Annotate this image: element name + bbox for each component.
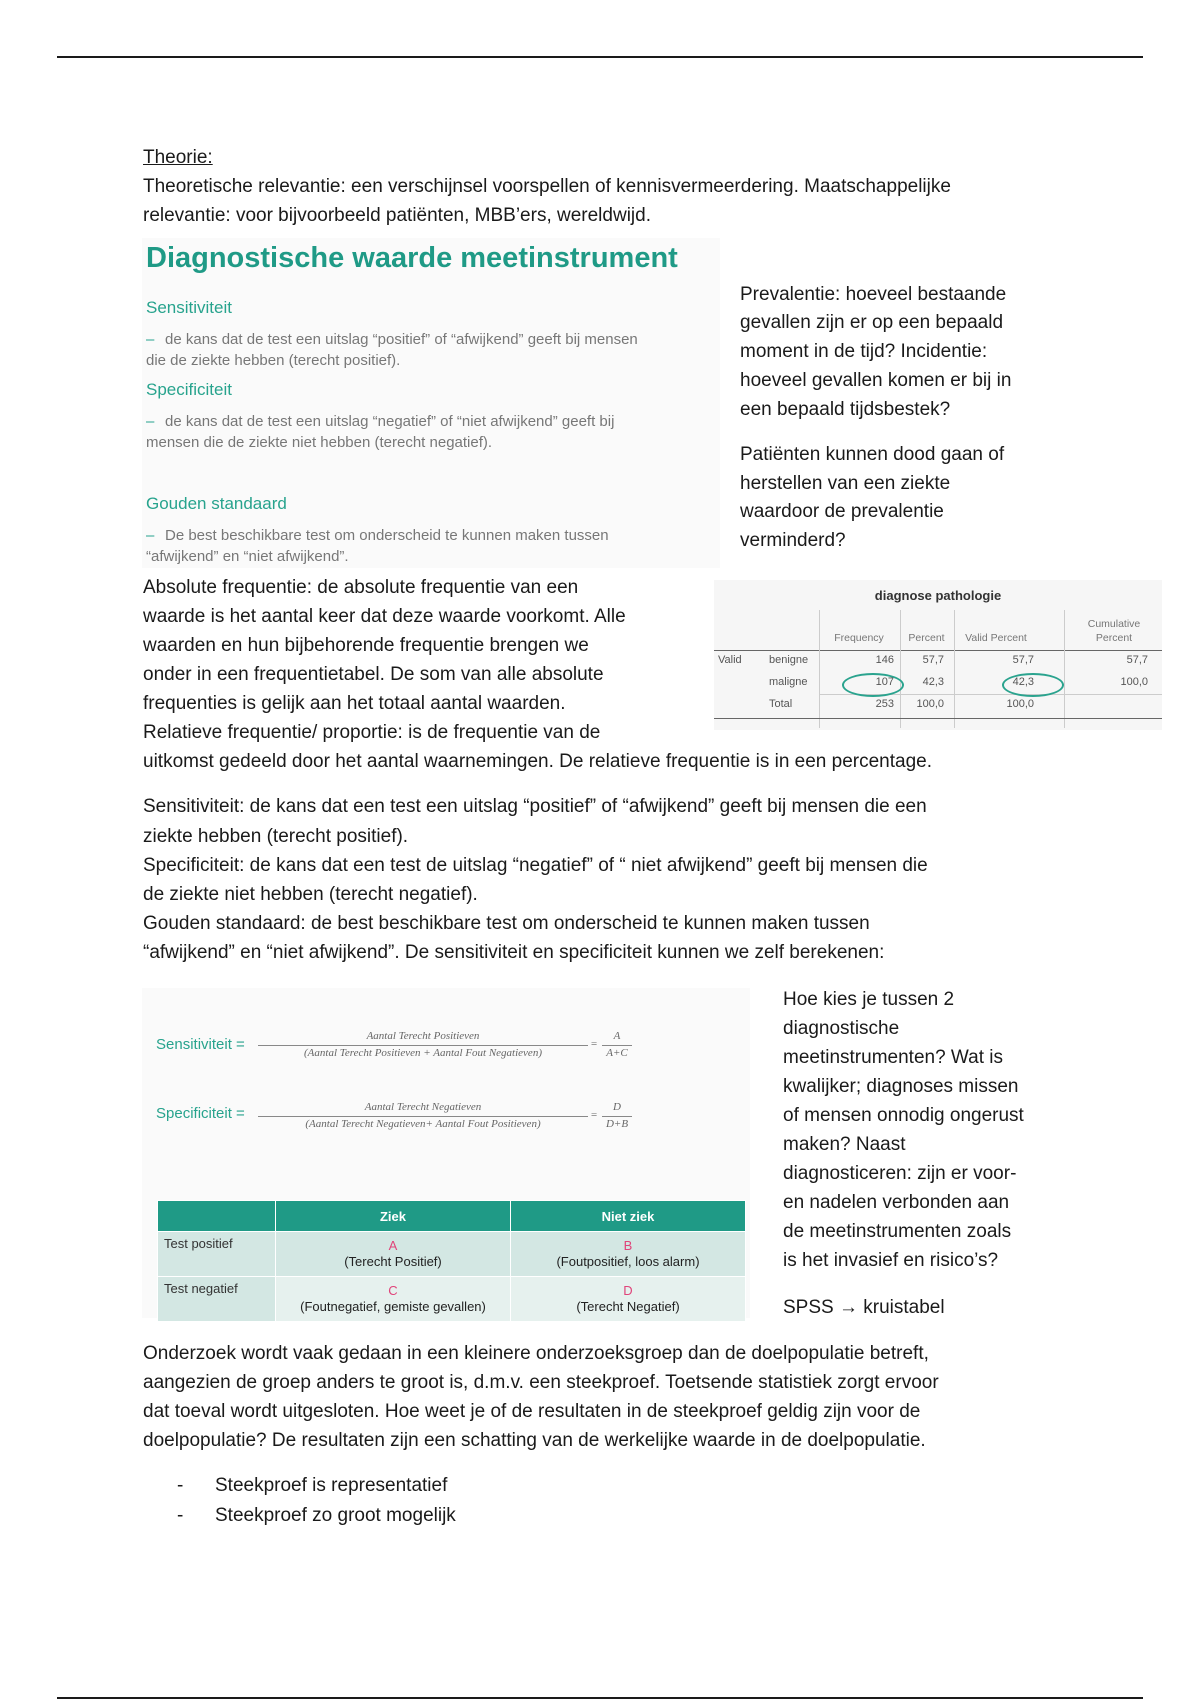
bullet-dash: –	[146, 413, 155, 430]
fraction-bar	[602, 1116, 632, 1117]
fraction-bar	[258, 1045, 588, 1046]
research-line: doelpopulatie? De resultaten zijn een schatting van de werkelijke waarde in de doelpopulatie.	[143, 1430, 926, 1451]
col-header: Ziek	[276, 1201, 511, 1232]
research-line: dat toeval wordt uitgesloten. Hoe weet je of de resultaten in de steekproef geldig zijn voor de	[143, 1401, 921, 1422]
bullet-mark: -	[177, 1505, 184, 1526]
theory-line: relevantie: voor bijvoorbeeld patiënten, MBB’ers, wereldwijd.	[143, 205, 651, 226]
corner-cell	[158, 1201, 276, 1232]
slide-title: Diagnostische waarde meetinstrument	[146, 242, 678, 274]
table-vrule	[954, 610, 955, 728]
frequency-line: waarde is het aantal keer dat deze waarde voorkomt. Alle	[143, 606, 626, 627]
cell-pct: 57,7	[922, 654, 944, 666]
frequency-line: Relatieve frequentie/ proportie: is de frequentie van de	[143, 722, 601, 743]
sens-formula-rden: A+C	[606, 1047, 628, 1059]
bottom-rule	[57, 1697, 1143, 1699]
highlight-circle	[842, 673, 904, 697]
bullet-dash: –	[146, 527, 155, 544]
sens-formula-label: Sensitiviteit =	[156, 1036, 245, 1053]
cell-b: B (Foutpositief, loos alarm)	[511, 1232, 746, 1277]
spss-kruistabel: SPSS → kruistabel	[783, 1297, 945, 1318]
cell-c: C (Foutnegatief, gemiste gevallen)	[276, 1277, 511, 1322]
cell-freq: 107	[875, 676, 894, 688]
definition-line: Specificiteit: de kans dat een test de uitslag “negatief” of “ niet afwijkend” geeft bij mensen die	[143, 855, 928, 876]
cross-table	[157, 1200, 746, 1322]
highlight-circle	[1002, 673, 1064, 697]
prevalence-line: verminderd?	[740, 530, 846, 551]
choice-line: en nadelen verbonden aan	[783, 1192, 1010, 1213]
cell-valid: 57,7	[1012, 654, 1034, 666]
row-label: Total	[769, 698, 793, 710]
definition-line: ziekte hebben (terecht positief).	[143, 826, 409, 847]
spec-bullet-cont: mensen die de ziekte niet hebben (terecht negatief).	[146, 434, 493, 451]
prevalence-line: waardoor de prevalentie	[740, 501, 944, 522]
fraction-bar	[258, 1116, 588, 1117]
cell-cum: 100,0	[1120, 676, 1148, 688]
formula-image	[142, 988, 750, 1318]
cell-cum: 57,7	[1126, 654, 1148, 666]
theory-line: Theoretische relevantie: een verschijnsel voorspellen of kennisvermeerdering. Maatschappelijke	[143, 176, 951, 197]
prevalence-line: hoeveel gevallen komen er bij in	[740, 370, 1012, 391]
prevalence-line: Prevalentie: hoeveel bestaande	[740, 284, 1007, 305]
prevalence-line: herstellen van een ziekte	[740, 473, 951, 494]
spec-formula-num: Aantal Terecht Negatieven	[364, 1101, 482, 1113]
choice-line: de meetinstrumenten zoals	[783, 1221, 1012, 1242]
cell-pct: 100,0	[916, 698, 944, 710]
gold-bullet-cont: “afwijkend” en “niet afwijkend”.	[146, 548, 349, 565]
row-label: maligne	[769, 676, 808, 688]
theory-heading: Theorie:	[143, 147, 213, 168]
col-header: Valid Percent	[965, 632, 1027, 644]
col-header: Frequency	[834, 632, 884, 644]
sens-formula-num: Aantal Terecht Positieven	[366, 1030, 480, 1042]
bullet-mark: -	[177, 1475, 184, 1496]
sens-bullet-cont: die de ziekte hebben (terecht positief).	[146, 352, 401, 369]
frequency-line: onder in een frequentietabel. De som van alle absolute	[143, 664, 604, 685]
research-line: aangezien de groep anders te groot is, d.m.v. een steekproef. Toetsende statistiek zorgt ervoor	[143, 1372, 939, 1393]
choice-line: of mensen onnodig ongerust	[783, 1105, 1024, 1126]
choice-line: kwalijker; diagnoses missen	[783, 1076, 1019, 1097]
list-item: - Steekproef is representatief	[177, 1471, 447, 1501]
gold-bullet: – De best beschikbare test om onderscheid te kunnen maken tussen	[146, 527, 609, 544]
table-rule	[714, 718, 1162, 719]
cell-valid: 100,0	[1006, 698, 1034, 710]
row-label: benigne	[769, 654, 809, 666]
col-header: Percent	[908, 632, 945, 644]
definition-line: “afwijkend” en “niet afwijkend”. De sensitiviteit en specificiteit kunnen we zelf berekenen:	[143, 942, 885, 963]
choice-line: diagnosticeren: zijn er voor-	[783, 1163, 1017, 1184]
sens-bullet: – de kans dat de test een uitslag “positief” of “afwijkend” geeft bij mensen	[146, 331, 638, 348]
slide-image	[142, 238, 720, 568]
spec-formula-den: (Aantal Terecht Negatieven+ Aantal Fout Positieven)	[305, 1118, 541, 1130]
definition-line: Sensitiviteit: de kans dat een test een uitslag “positief” of “afwijkend” geeft bij mensen die een	[143, 796, 927, 817]
fraction-bar	[602, 1045, 632, 1046]
col-header: Cumulative	[1087, 618, 1141, 630]
spec-formula-eq: =	[590, 1109, 598, 1121]
cell-freq: 146	[875, 654, 894, 666]
sens-heading: Sensitiviteit	[146, 298, 232, 317]
prevalence-line: Patiënten kunnen dood gaan of	[740, 444, 1005, 465]
spss-frequency-table	[714, 580, 1162, 730]
spss-title: diagnose pathologie	[874, 588, 1002, 603]
frequency-line: frequenties is gelijk aan het totaal aantal waarden.	[143, 693, 566, 714]
table-vrule	[819, 610, 820, 728]
col-header: Percent	[1095, 632, 1133, 644]
cell-a: A (Terecht Positief)	[276, 1232, 511, 1277]
frequency-line: uitkomst gedeeld door het aantal waarnemingen. De relatieve frequentie is in een percentage.	[143, 751, 933, 772]
sens-formula-den: (Aantal Terecht Positieven + Aantal Fout Negatieven)	[304, 1047, 542, 1059]
definition-line: Gouden standaard: de best beschikbare test om onderscheid te kunnen maken tussen	[143, 913, 870, 934]
choice-line: diagnostische	[783, 1018, 900, 1039]
definition-line: de ziekte niet hebben (terecht negatief).	[143, 884, 478, 905]
row-label: Test positief	[158, 1232, 276, 1277]
choice-line: maken? Naast	[783, 1134, 906, 1155]
research-line: Onderzoek wordt vaak gedaan in een kleinere onderzoeksgroep dan de doelpopulatie betreft,	[143, 1343, 929, 1364]
row-label: Test negatief	[158, 1277, 276, 1322]
sens-formula-eq: =	[590, 1038, 598, 1050]
top-rule	[57, 56, 1143, 58]
gold-heading: Gouden standaard	[146, 494, 287, 513]
valid-label: Valid	[718, 654, 742, 666]
bullet-dash: –	[146, 331, 155, 348]
choice-line: Hoe kies je tussen 2	[783, 989, 955, 1010]
choice-line: meetinstrumenten? Wat is	[783, 1047, 1003, 1068]
cell-d: D (Terecht Negatief)	[511, 1277, 746, 1322]
frequency-line: Absolute frequentie: de absolute frequentie van een	[143, 577, 579, 598]
cell-valid: 42,3	[1012, 676, 1034, 688]
cell-pct: 42,3	[922, 676, 944, 688]
table-vrule	[900, 610, 901, 728]
table-vrule	[1064, 610, 1065, 728]
sens-formula-rnum: A	[613, 1030, 621, 1042]
list-item: - Steekproef zo groot mogelijk	[177, 1501, 456, 1531]
prevalence-line: een bepaald tijdsbestek?	[740, 399, 951, 420]
spec-formula-label: Specificiteit =	[156, 1105, 245, 1122]
spec-formula-rden: D+B	[605, 1118, 629, 1130]
prevalence-line: gevallen zijn er op een bepaald	[740, 312, 1004, 333]
spec-bullet: – de kans dat de test een uitslag “negatief” of “niet afwijkend” geeft bij	[146, 413, 615, 430]
spec-heading: Specificiteit	[146, 380, 232, 399]
prevalence-line: moment in de tijd? Incidentie:	[740, 341, 988, 362]
frequency-line: waarden en hun bijbehorende frequentie brengen we	[143, 635, 589, 656]
col-header: Niet ziek	[511, 1201, 746, 1232]
spec-formula-rnum: D	[613, 1101, 621, 1113]
choice-line: is het invasief en risico’s?	[783, 1250, 999, 1271]
cell-freq: 253	[875, 698, 894, 710]
table-rule	[714, 650, 1162, 651]
